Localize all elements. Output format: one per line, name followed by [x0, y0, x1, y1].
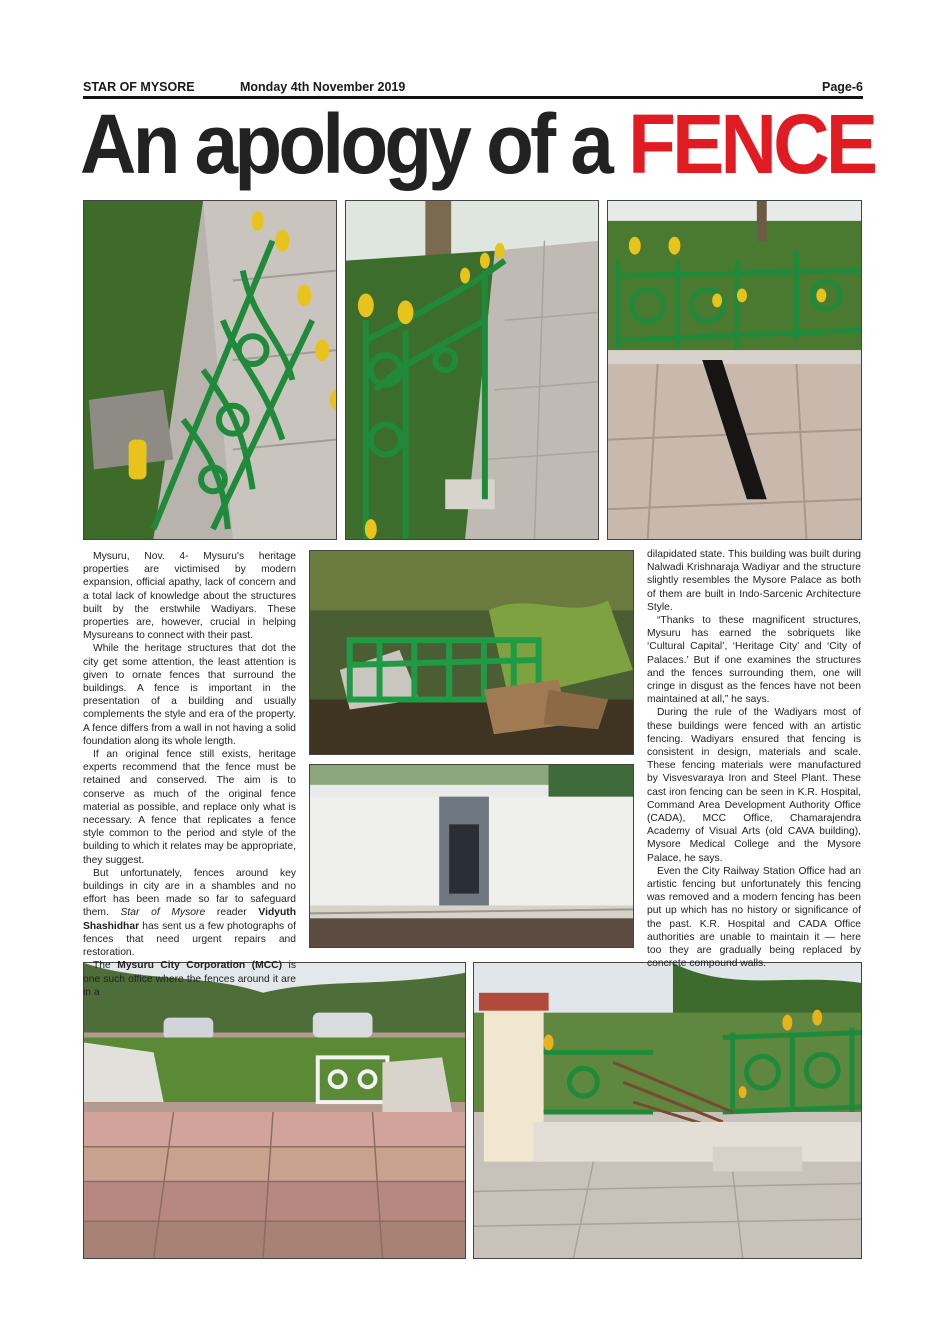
headline-part-1: An apology of a [80, 97, 611, 191]
col1-p4-reader-name: Vidyuth Shashidhar [83, 907, 296, 932]
col1-paragraph-2: While the heritage structures that dot the city get some attention, the least attention is given to ornate fences that surround the buildings. A fence is important in the presentation of a building and usually complements the style and era of the property. A fence differs from a wall in not having a solid foundation along its whole length. [83, 643, 296, 747]
photo-lawn-broken-fence [83, 962, 466, 1259]
col1-paragraph-4 [83, 867, 296, 959]
col3-paragraph-4: Even the City Railway Station Office had an artistic fencing but unfortunately this fencing was removed and a modern fencing has been put up which has no history or significance of the past. K.R. Hospital and CADA Office authorities are unable to maintain it — here too they are gradually being replaced by concrete compound walls. [647, 865, 861, 970]
photo-fallen-fence [309, 550, 634, 755]
article-column-1 [83, 550, 296, 999]
col1-paragraph-5 [83, 959, 296, 999]
col1-paragraph-3: If an original fence still exists, heritage experts recommend that the fence must be retained and conserved. The aim is to conserve as much of the original fence material as possible, and replace only what is necessary. A fence that replicates a fence style common to the period and style of the building to which it relates may be appropriate, they suggest. [83, 749, 296, 866]
page-number: Page-6 [822, 80, 863, 94]
headline-part-2: FENCE [628, 97, 875, 191]
col1-p5-c: is one such office where the fences around it are in a [83, 960, 296, 998]
photo-pillar-fence [473, 962, 862, 1259]
col3-paragraph-3: During the rule of the Wadiyars most of these buildings were fenced with an artistic fencing. Wadiyars ensured that fencing is consistent in design, materials and scale. These fencing materials were manufactured by Visvesvaraya Iron and Steel Plant. These cast iron fencing can be seen in K.R. Hospital, Command Area Development Authority Office (CADA), MCC Office, Chamarajendra Academy of Visual Arts (old CAVA building), Mysore Medical College and the Mysore Palace, he says. [647, 707, 861, 864]
col3-paragraph-2: “Thanks to these magnificent structures, Mysuru has earned the sobriquets like ‘Cultural Capital’, ‘Heritage City’ and ‘City of Palaces.’ But if one examines the structures and the fences surrounding them, one will cringe in disgust as the fences have not been maintained at all,” he says. [647, 615, 861, 706]
col3-paragraph-1: dilapidated state. This building was built during Nalwadi Krishnaraja Wadiyar and the structure slightly resembles the Mysore Palace as both of them are built in Indo-Sarcenic Architecture Style. [647, 549, 861, 613]
photo-fence-broken-pavement [607, 200, 862, 540]
photo-concrete-wall [309, 764, 634, 948]
col1-p5-mcc: Mysuru City Corporation (MCC) [117, 960, 283, 972]
article-column-3 [647, 548, 861, 971]
col1-p4-publication: Star of Mysore [120, 907, 206, 919]
col1-paragraph-1: Mysuru, Nov. 4- Mysuru's heritage properties are victimised by modern expansion, official apathy, lack of concern and a total lack of knowledge about the structures built by the erstwhile Wadiyars. These properties are, however, crucial in helping Mysureans to connect with their past. [83, 551, 296, 642]
col1-p4-a: But unfortunately, fences around key buildings in city are in a shambles and no effort has been made so far to safeguard them. [83, 867, 296, 919]
photo-fence-diagonal [83, 200, 337, 540]
issue-date: Monday 4th November 2019 [240, 80, 406, 94]
col1-p5-a: The [93, 960, 111, 972]
publication-name: STAR OF MYSORE [83, 80, 195, 94]
headline [80, 97, 875, 191]
col1-p4-c: reader [216, 907, 247, 919]
photo-fence-walkway [345, 200, 599, 540]
col1-p4-e: has sent us a few photographs of fences that need urgent repairs and restoration. [83, 920, 296, 959]
